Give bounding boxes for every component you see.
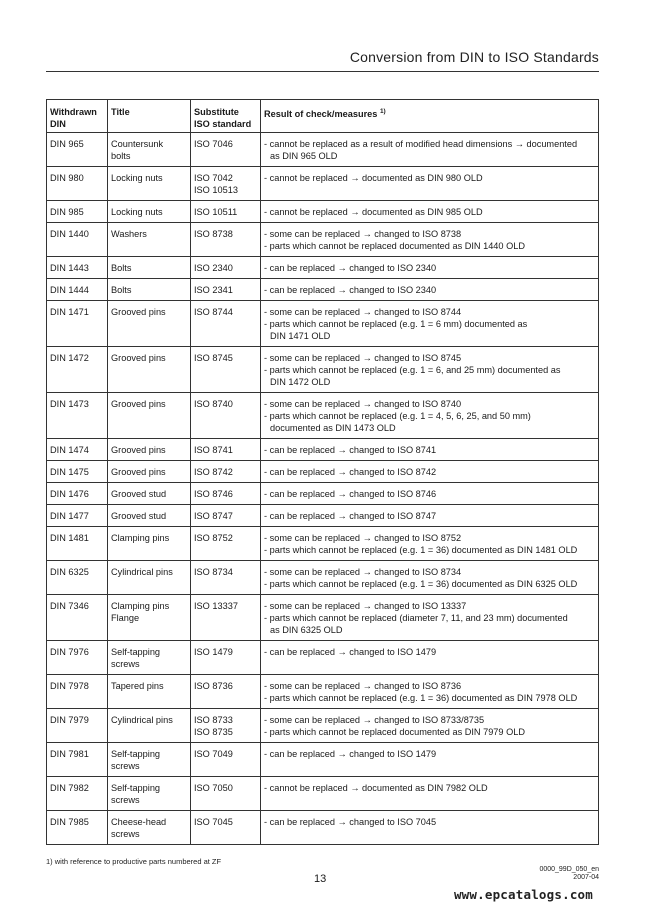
page-title: Conversion from DIN to ISO Standards xyxy=(349,49,599,65)
cell-substitute-iso xyxy=(191,279,261,301)
cell-withdrawn-din xyxy=(47,393,108,439)
cell-withdrawn-din xyxy=(47,709,108,743)
result-line: - can be replaced → changed to ISO 8747 xyxy=(264,511,437,521)
result-line: - cannot be replaced → documented as DIN 7982 OLD xyxy=(264,783,488,793)
iso-number: ISO 7045 xyxy=(194,817,233,827)
din-number: DIN 7981 xyxy=(50,749,89,759)
iso-number: ISO 8735 xyxy=(194,727,233,737)
cell-substitute-iso xyxy=(191,527,261,561)
din-number: DIN 1473 xyxy=(50,399,89,409)
result-line: - parts which cannot be replaced (e.g. 1 = 6, and 25 mm) documented as xyxy=(264,365,561,375)
part-title: Grooved pins xyxy=(111,353,166,363)
header-line: Substitute xyxy=(194,107,239,117)
iso-number: ISO 8734 xyxy=(194,567,233,577)
iso-number: ISO 10511 xyxy=(194,207,238,217)
table-row xyxy=(47,483,599,505)
table-row xyxy=(47,301,599,347)
cell-substitute-iso xyxy=(191,167,261,201)
table-body xyxy=(47,133,599,845)
part-title: Grooved pins xyxy=(111,467,166,477)
cell-substitute-iso xyxy=(191,777,261,811)
cell-result xyxy=(261,811,599,845)
table-row xyxy=(47,167,599,201)
cell-withdrawn-din xyxy=(47,257,108,279)
iso-number: ISO 8741 xyxy=(194,445,233,455)
cell-title xyxy=(108,675,191,709)
din-number: DIN 1472 xyxy=(50,353,89,363)
result-line: - can be replaced → changed to ISO 2340 xyxy=(264,285,437,295)
part-title: Self-tapping xyxy=(111,647,161,657)
cell-withdrawn-din xyxy=(47,347,108,393)
result-line: - parts which cannot be replaced (e.g. 1 = 4, 5, 6, 25, and 50 mm) xyxy=(264,411,531,421)
cell-substitute-iso xyxy=(191,561,261,595)
table-row xyxy=(47,279,599,301)
cell-title xyxy=(108,223,191,257)
din-number: DIN 1444 xyxy=(50,285,89,295)
result-line: - parts which cannot be replaced (e.g. 1 = 36) documented as DIN 6325 OLD xyxy=(264,579,578,589)
iso-number: ISO 7046 xyxy=(194,139,233,149)
din-number: DIN 985 xyxy=(50,207,84,217)
table-row xyxy=(47,257,599,279)
cell-result xyxy=(261,743,599,777)
part-title: Clamping pins xyxy=(111,601,170,611)
cell-substitute-iso xyxy=(191,347,261,393)
document-date: 2007-04 xyxy=(573,874,599,881)
header-line: Withdrawn xyxy=(50,107,97,117)
din-number: DIN 1476 xyxy=(50,489,89,499)
cell-withdrawn-din xyxy=(47,777,108,811)
cell-result xyxy=(261,709,599,743)
result-line: as DIN 965 OLD xyxy=(270,151,338,161)
cell-substitute-iso xyxy=(191,133,261,167)
iso-number: ISO 8746 xyxy=(194,489,233,499)
cell-title xyxy=(108,439,191,461)
cell-withdrawn-din xyxy=(47,743,108,777)
cell-result xyxy=(261,595,599,641)
result-line: DIN 1472 OLD xyxy=(270,377,331,387)
din-number: DIN 7978 xyxy=(50,681,89,691)
iso-number: ISO 13337 xyxy=(194,601,238,611)
cell-title xyxy=(108,133,191,167)
din-number: DIN 7976 xyxy=(50,647,89,657)
column-header-result xyxy=(261,100,599,133)
result-line: DIN 1471 OLD xyxy=(270,331,331,341)
part-title: screws xyxy=(111,795,140,805)
table-row xyxy=(47,709,599,743)
din-number: DIN 1481 xyxy=(50,533,89,543)
table-row xyxy=(47,461,599,483)
part-title: Tapered pins xyxy=(111,681,164,691)
result-line: - parts which cannot be replaced (e.g. 1 = 36) documented as DIN 1481 OLD xyxy=(264,545,578,555)
result-line: - some can be replaced → changed to ISO 8734 xyxy=(264,567,462,577)
iso-number: ISO 7049 xyxy=(194,749,233,759)
cell-result xyxy=(261,483,599,505)
iso-number: ISO 1479 xyxy=(194,647,233,657)
din-number: DIN 6325 xyxy=(50,567,89,577)
result-line: - cannot be replaced as a result of modified head dimensions → documented xyxy=(264,139,578,149)
result-line: - some can be replaced → changed to ISO 8733/8735 xyxy=(264,715,485,725)
header-line: DIN xyxy=(50,119,66,129)
result-line: as DIN 6325 OLD xyxy=(270,625,343,635)
cell-substitute-iso xyxy=(191,811,261,845)
cell-title xyxy=(108,595,191,641)
table-row xyxy=(47,743,599,777)
table-row xyxy=(47,641,599,675)
table-row xyxy=(47,777,599,811)
result-line: - some can be replaced → changed to ISO 13337 xyxy=(264,601,467,611)
table-row xyxy=(47,393,599,439)
part-title: Cylindrical pins xyxy=(111,715,173,725)
iso-number: ISO 8736 xyxy=(194,681,233,691)
cell-withdrawn-din xyxy=(47,527,108,561)
din-number: DIN 7979 xyxy=(50,715,89,725)
result-line: - can be replaced → changed to ISO 8746 xyxy=(264,489,437,499)
cell-title xyxy=(108,505,191,527)
part-title: Self-tapping xyxy=(111,749,161,759)
iso-number: ISO 7042 xyxy=(194,173,233,183)
table-row xyxy=(47,201,599,223)
cell-withdrawn-din xyxy=(47,641,108,675)
result-line: - parts which cannot be replaced (e.g. 1 = 36) documented as DIN 7978 OLD xyxy=(264,693,578,703)
document-code: 0000_99D_050_en xyxy=(539,866,599,873)
result-line: - some can be replaced → changed to ISO 8738 xyxy=(264,229,462,239)
cell-substitute-iso xyxy=(191,257,261,279)
cell-withdrawn-din xyxy=(47,301,108,347)
result-line: - parts which cannot be replaced documented as DIN 7979 OLD xyxy=(264,727,525,737)
iso-number: ISO 8744 xyxy=(194,307,233,317)
cell-withdrawn-din xyxy=(47,223,108,257)
result-line: - some can be replaced → changed to ISO 8740 xyxy=(264,399,462,409)
cell-title xyxy=(108,483,191,505)
table-row xyxy=(47,439,599,461)
cell-result xyxy=(261,301,599,347)
result-line: - some can be replaced → changed to ISO 8745 xyxy=(264,353,462,363)
footnote: 1) with reference to productive parts numbered at ZF xyxy=(46,857,222,866)
header-line: ISO standard xyxy=(194,119,252,129)
column-header-title xyxy=(108,100,191,133)
cell-withdrawn-din xyxy=(47,133,108,167)
part-title: Flange xyxy=(111,613,140,623)
part-title: Washers xyxy=(111,229,147,239)
cell-result xyxy=(261,561,599,595)
iso-number: ISO 8745 xyxy=(194,353,233,363)
iso-number: ISO 8733 xyxy=(194,715,233,725)
cell-title xyxy=(108,777,191,811)
table-row xyxy=(47,561,599,595)
result-line: - can be replaced → changed to ISO 7045 xyxy=(264,817,437,827)
cell-withdrawn-din xyxy=(47,561,108,595)
part-title: Grooved stud xyxy=(111,489,167,499)
iso-number: ISO 8738 xyxy=(194,229,233,239)
cell-title xyxy=(108,709,191,743)
table-row xyxy=(47,347,599,393)
result-line: - some can be replaced → changed to ISO 8736 xyxy=(264,681,462,691)
cell-title xyxy=(108,167,191,201)
cell-result xyxy=(261,675,599,709)
iso-number: ISO 2341 xyxy=(194,285,233,295)
part-title: Countersunk xyxy=(111,139,164,149)
result-line: documented as DIN 1473 OLD xyxy=(270,423,396,433)
cell-substitute-iso xyxy=(191,595,261,641)
part-title: Bolts xyxy=(111,263,132,273)
result-line: - can be replaced → changed to ISO 2340 xyxy=(264,263,437,273)
cell-substitute-iso xyxy=(191,675,261,709)
part-title: Clamping pins xyxy=(111,533,170,543)
part-title: bolts xyxy=(111,151,131,161)
cell-title xyxy=(108,641,191,675)
result-line: - can be replaced → changed to ISO 8742 xyxy=(264,467,437,477)
cell-withdrawn-din xyxy=(47,461,108,483)
cell-result xyxy=(261,257,599,279)
cell-title xyxy=(108,301,191,347)
result-line: - can be replaced → changed to ISO 1479 xyxy=(264,749,437,759)
cell-withdrawn-din xyxy=(47,505,108,527)
page-number: 13 xyxy=(314,873,327,885)
cell-result xyxy=(261,279,599,301)
cell-substitute-iso xyxy=(191,301,261,347)
din-number: DIN 1474 xyxy=(50,445,89,455)
part-title: Cheese-head xyxy=(111,817,167,827)
table-row xyxy=(47,505,599,527)
iso-number: ISO 7050 xyxy=(194,783,233,793)
din-number: DIN 1443 xyxy=(50,263,89,273)
part-title: Cylindrical pins xyxy=(111,567,173,577)
cell-result xyxy=(261,223,599,257)
cell-result xyxy=(261,347,599,393)
part-title: Locking nuts xyxy=(111,173,163,183)
cell-substitute-iso xyxy=(191,439,261,461)
cell-title xyxy=(108,743,191,777)
cell-result xyxy=(261,201,599,223)
din-number: DIN 980 xyxy=(50,173,84,183)
cell-substitute-iso xyxy=(191,393,261,439)
cell-title xyxy=(108,257,191,279)
header-divider xyxy=(46,71,599,72)
cell-withdrawn-din xyxy=(47,483,108,505)
iso-number: ISO 2340 xyxy=(194,263,233,273)
cell-title xyxy=(108,461,191,483)
result-line: - parts which cannot be replaced (e.g. 1 = 6 mm) documented as xyxy=(264,319,528,329)
cell-substitute-iso xyxy=(191,743,261,777)
part-title: Self-tapping xyxy=(111,783,161,793)
cell-result xyxy=(261,439,599,461)
cell-result xyxy=(261,133,599,167)
cell-title xyxy=(108,393,191,439)
part-title: Grooved pins xyxy=(111,399,166,409)
result-line: - can be replaced → changed to ISO 8741 xyxy=(264,445,437,455)
result-line: - cannot be replaced → documented as DIN 985 OLD xyxy=(264,207,483,217)
part-title: screws xyxy=(111,761,140,771)
cell-result xyxy=(261,777,599,811)
table-row xyxy=(47,527,599,561)
cell-substitute-iso xyxy=(191,201,261,223)
iso-number: ISO 8740 xyxy=(194,399,233,409)
cell-substitute-iso xyxy=(191,223,261,257)
cell-substitute-iso xyxy=(191,641,261,675)
conversion-table xyxy=(46,99,599,845)
part-title: screws xyxy=(111,829,140,839)
cell-substitute-iso xyxy=(191,483,261,505)
result-line: - cannot be replaced → documented as DIN 980 OLD xyxy=(264,173,483,183)
cell-withdrawn-din xyxy=(47,595,108,641)
iso-number: ISO 8752 xyxy=(194,533,233,543)
result-line: - some can be replaced → changed to ISO 8744 xyxy=(264,307,462,317)
part-title: Grooved pins xyxy=(111,307,166,317)
cell-substitute-iso xyxy=(191,709,261,743)
din-number: DIN 1477 xyxy=(50,511,89,521)
cell-title xyxy=(108,811,191,845)
cell-result xyxy=(261,527,599,561)
cell-result xyxy=(261,393,599,439)
iso-number: ISO 8742 xyxy=(194,467,233,477)
result-line: - parts which cannot be replaced (diameter 7, 11, and 23 mm) documented xyxy=(264,613,568,623)
part-title: Grooved stud xyxy=(111,511,167,521)
din-number: DIN 1440 xyxy=(50,229,89,239)
watermark-url: www.epcatalogs.com xyxy=(453,887,593,902)
table-row xyxy=(47,811,599,845)
cell-result xyxy=(261,641,599,675)
cell-withdrawn-din xyxy=(47,675,108,709)
cell-withdrawn-din xyxy=(47,167,108,201)
footnote-mark: 1) xyxy=(379,108,386,115)
cell-substitute-iso xyxy=(191,505,261,527)
din-number: DIN 7982 xyxy=(50,783,89,793)
part-title: Grooved pins xyxy=(111,445,166,455)
column-header-withdrawn-din xyxy=(47,100,108,133)
table-row xyxy=(47,595,599,641)
din-number: DIN 1471 xyxy=(50,307,89,317)
cell-title xyxy=(108,347,191,393)
header-line: Result of check/measures xyxy=(264,109,378,120)
cell-withdrawn-din xyxy=(47,439,108,461)
din-number: DIN 965 xyxy=(50,139,84,149)
iso-number: ISO 10513 xyxy=(194,185,238,195)
part-title: Locking nuts xyxy=(111,207,163,217)
document-code-block xyxy=(539,866,599,882)
table-row xyxy=(47,133,599,167)
result-line: - parts which cannot be replaced documented as DIN 1440 OLD xyxy=(264,241,525,251)
table-header-row xyxy=(47,100,599,133)
cell-title xyxy=(108,561,191,595)
din-number: DIN 7346 xyxy=(50,601,89,611)
result-line: - some can be replaced → changed to ISO 8752 xyxy=(264,533,462,543)
cell-withdrawn-din xyxy=(47,811,108,845)
din-number: DIN 1475 xyxy=(50,467,89,477)
table-row xyxy=(47,223,599,257)
cell-result xyxy=(261,505,599,527)
cell-result xyxy=(261,461,599,483)
table-row xyxy=(47,675,599,709)
cell-withdrawn-din xyxy=(47,201,108,223)
cell-title xyxy=(108,201,191,223)
result-line: - can be replaced → changed to ISO 1479 xyxy=(264,647,437,657)
cell-substitute-iso xyxy=(191,461,261,483)
cell-result xyxy=(261,167,599,201)
part-title: screws xyxy=(111,659,140,669)
header-line: Title xyxy=(111,107,130,117)
cell-title xyxy=(108,527,191,561)
cell-withdrawn-din xyxy=(47,279,108,301)
iso-number: ISO 8747 xyxy=(194,511,233,521)
part-title: Bolts xyxy=(111,285,132,295)
column-header-substitute-iso xyxy=(191,100,261,133)
cell-title xyxy=(108,279,191,301)
din-number: DIN 7985 xyxy=(50,817,89,827)
